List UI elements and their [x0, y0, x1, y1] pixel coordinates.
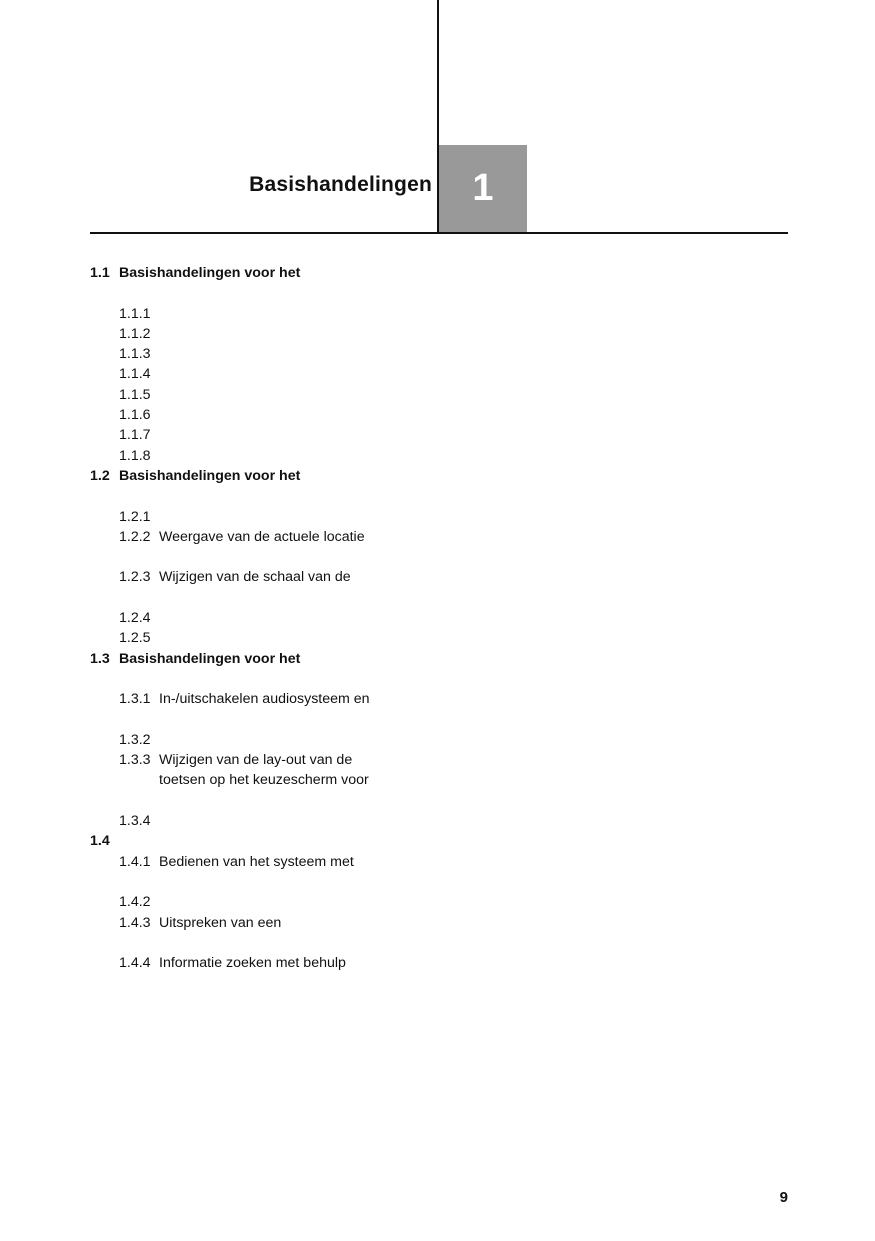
toc-number: 1.2.2	[119, 528, 151, 545]
toc-title: Uitspreken van een	[159, 914, 282, 931]
toc-entry-1-3-3-cont[interactable]	[90, 770, 412, 790]
toc-number: 1.3.4	[119, 813, 151, 830]
toc-title: In-/uitschakelen audiosysteem en	[159, 691, 370, 708]
toc-number: 1.1.2	[119, 325, 151, 342]
toc-title: Wijzigen van de schaal van de	[159, 569, 351, 586]
toc-entry-1-1-5[interactable]	[90, 385, 412, 405]
toc-number: 1.3	[90, 650, 110, 667]
toc-entry-1-3-1-cont[interactable]	[90, 710, 412, 730]
toc-section-1-2-cont[interactable]	[90, 486, 412, 506]
toc-entry-1-2-3[interactable]	[90, 567, 412, 587]
toc-number: 1.1.5	[119, 386, 151, 403]
toc-number: 1.2.4	[119, 610, 151, 627]
toc-number: 1.4.1	[119, 853, 151, 870]
toc-entry-1-4-3[interactable]	[90, 913, 412, 933]
toc-section-1-1[interactable]	[90, 263, 412, 283]
toc-number: 1.4.3	[119, 914, 151, 931]
toc-number: 1.2.1	[119, 508, 151, 525]
toc-entry-1-4-3-cont[interactable]	[90, 933, 412, 953]
toc-section-1-3-cont[interactable]	[90, 669, 412, 689]
toc-entry-1-1-2[interactable]	[90, 324, 412, 344]
toc-entry-1-1-3[interactable]	[90, 344, 412, 364]
toc-title: Basishandelingen voor het	[119, 467, 301, 484]
toc-number: 1.3.1	[119, 691, 151, 708]
toc-number: 1.3.2	[119, 731, 151, 748]
toc-section-1-4[interactable]	[90, 831, 412, 851]
toc-title: Informatie zoeken met behulp	[159, 955, 346, 972]
toc-number: 1.1.4	[119, 366, 151, 383]
toc-title: Basishandelingen voor het	[119, 650, 301, 667]
toc-entry-1-4-1[interactable]	[90, 852, 412, 872]
toc-number: 1.4	[90, 833, 110, 850]
chapter-number-box	[439, 145, 527, 232]
horizontal-rule	[90, 232, 788, 234]
toc-number: 1.2.3	[119, 569, 151, 586]
toc-number: 1.3.3	[119, 752, 151, 769]
toc-entry-1-4-1-cont[interactable]	[90, 872, 412, 892]
toc-number: 1.2.5	[119, 630, 151, 647]
toc-title: Bedienen van het systeem met	[159, 853, 354, 870]
toc-number: 1.1.6	[119, 407, 151, 424]
toc-entry-1-1-1[interactable]	[90, 304, 412, 324]
toc-number: 1.1.1	[119, 305, 151, 322]
toc-number: 1.1	[90, 265, 110, 281]
toc-entry-1-4-2[interactable]	[90, 892, 412, 912]
toc-entry-1-3-3[interactable]	[90, 750, 412, 770]
toc-entry-1-2-2-cont[interactable]	[90, 547, 412, 567]
toc-section-1-1-cont[interactable]	[90, 283, 412, 303]
toc-section-1-3[interactable]	[90, 649, 412, 669]
toc-title: toetsen op het keuzescherm voor	[159, 772, 369, 789]
toc-entry-1-4-4[interactable]	[90, 953, 412, 973]
toc-number: 1.1.3	[119, 346, 151, 363]
page-number: 9	[779, 1189, 788, 1206]
toc-entry-1-1-6[interactable]	[90, 405, 412, 425]
toc-entry-1-3-2[interactable]	[90, 730, 412, 750]
toc-entry-1-3-1[interactable]	[90, 689, 412, 709]
toc-entry-1-2-2[interactable]	[90, 527, 412, 547]
toc-section-1-2[interactable]	[90, 466, 412, 486]
chapter-title: Basishandelingen	[249, 173, 432, 196]
toc-entry-1-2-5[interactable]	[90, 628, 412, 648]
toc-title: Wijzigen van de lay-out van de	[159, 752, 353, 769]
table-of-contents	[90, 263, 412, 994]
toc-number: 1.1.8	[119, 447, 151, 464]
toc-entry-1-2-4[interactable]	[90, 608, 412, 628]
toc-entry-1-3-3-cont2[interactable]	[90, 791, 412, 811]
toc-title: Basishandelingen voor het	[119, 265, 301, 281]
toc-entry-1-1-8[interactable]	[90, 446, 412, 466]
toc-number: 1.2	[90, 467, 110, 484]
toc-entry-1-1-4[interactable]	[90, 364, 412, 384]
toc-title: Weergave van de actuele locatie	[159, 528, 365, 545]
toc-entry-1-2-1[interactable]	[90, 507, 412, 527]
chapter-number: 1	[472, 167, 494, 209]
toc-entry-1-4-4-cont[interactable]	[90, 973, 412, 993]
toc-entry-1-2-3-cont[interactable]	[90, 588, 412, 608]
toc-number: 1.1.7	[119, 427, 151, 444]
toc-entry-1-3-4[interactable]	[90, 811, 412, 831]
toc-entry-1-1-7[interactable]	[90, 425, 412, 445]
toc-number: 1.4.4	[119, 955, 151, 972]
toc-number: 1.4.2	[119, 894, 151, 911]
